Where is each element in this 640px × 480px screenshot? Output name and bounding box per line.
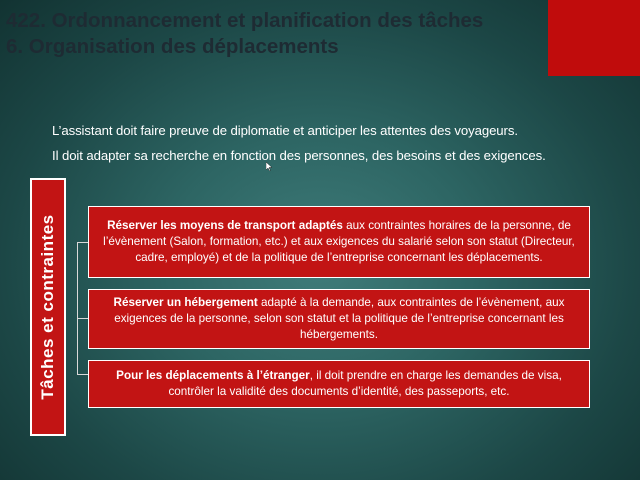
intro-line-2: Il doit adapter sa recherche en fonction des personnes, des besoins et des exigences.	[52, 148, 546, 163]
task-box-etranger	[88, 360, 590, 408]
task-transport-text: aux contraintes horaires de la personne, de l’évènement (Salon, formation, etc.) et aux exigences du salarié selon son statut (Directeur, cadre, employé) et de la politique de l’entreprise concernant les déplacements.	[103, 219, 575, 264]
title-line-1: 422. Ordonnancement et planification des tâches	[6, 9, 484, 32]
task-transport-bold: Réserver les moyens de transport adaptés	[107, 219, 343, 232]
task-box-etranger-text	[95, 368, 583, 400]
task-etranger-text: , il doit prendre en charge les demandes de visa, contrôler la validité des documents d’identité, des passeports, etc.	[168, 369, 562, 398]
task-hebergement-bold: Réserver un hébergement	[113, 296, 258, 309]
intro-line-1: L’assistant doit faire preuve de diplomatie et anticiper les attentes des voyageurs.	[52, 123, 518, 138]
task-box-hebergement-text	[95, 295, 583, 343]
intro-text	[52, 118, 546, 168]
side-label-box	[30, 178, 66, 436]
task-etranger-bold: Pour les déplacements à l’étranger	[116, 369, 310, 382]
mouse-cursor-icon	[266, 162, 272, 171]
task-hebergement-text: adapté à la demande, aux contraintes de l’évènement, aux exigences de la personne, selon son statut et la politique de l’entreprise concernant les hébergements.	[114, 296, 565, 341]
title-line-2: 6. Organisation des déplacements	[6, 35, 339, 58]
side-label-text: Tâches et contraintes	[38, 214, 57, 400]
bracket-line	[77, 242, 78, 374]
task-box-hebergement	[88, 289, 590, 349]
accent-bar	[548, 0, 640, 76]
slide-title	[6, 8, 483, 60]
task-box-transport-text	[95, 218, 583, 266]
task-box-transport	[88, 206, 590, 278]
